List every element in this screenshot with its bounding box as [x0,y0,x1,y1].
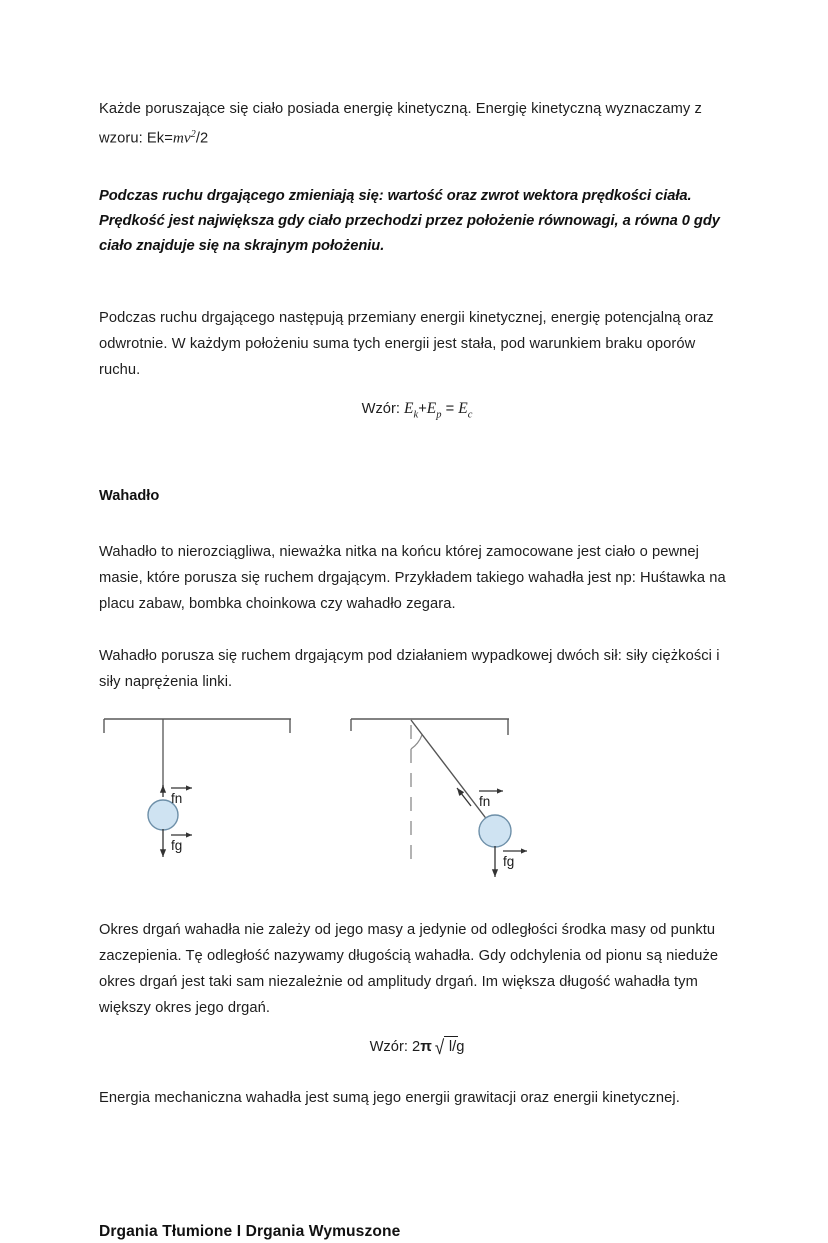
formula-period [99,1035,735,1059]
formula-period-radicand: l/g [448,1038,465,1055]
spacer [99,507,735,539]
intro-line-2-prefix: wzoru: Ek= [99,130,173,147]
formula-term-ep: E [426,399,437,417]
label-fn-left-text: fn [171,790,183,806]
paragraph-pendulum-forces: Wahadło porusza się ruchem drgającym pod działaniem wypadkowej dwóch sił: siły ciężkości i siły naprężenia linki. [99,647,720,690]
spacer [99,1111,735,1143]
spacer [99,1059,735,1085]
pendulum-string-right [411,720,491,821]
label-fn-right-text: fn [479,793,491,809]
label-fg-right-text: fg [503,853,515,869]
formula-energy-conservation [99,397,735,427]
pendulum-left-group [104,719,291,857]
label-fn-left [171,788,192,806]
radical-group [432,1035,445,1059]
formula-period-coefficient: 2 [412,1038,421,1055]
label-fg-right [503,851,527,869]
paragraph-period: Okres drgań wahadła nie zależy od jego masy a jedynie od odległości środka masy od punktu zaczepienia. Tę odległość nazywamy długością wahadła. Gdy odchylenia od pionu są nieduże okres drgań jest taki sam niezależnie od amplitudy drgań. Im większa długość wahadła tym większy okres jego drgań. [99,921,719,1016]
paragraph-mechanical-energy: Energia mechaniczna wahadła jest sumą jego energii grawitacji oraz energii kinetycznej. [99,1089,680,1106]
heading-wahadlo: Wahadło [99,487,160,504]
label-fn-right [479,791,503,809]
formula-period-pi: π [420,1037,432,1055]
label-fg-left [171,835,192,853]
spacer [99,259,735,291]
label-fg-left-text: fg [171,837,183,853]
paragraph-emphasis: Podczas ruchu drgającego zmieniają się: wartość oraz zwrot wektora prędkości ciała. Prędkość jest największa gdy ciało przechodzi przez położenie równowagi, a równa 0 gdy ciało znajduje się na skrajnym położeniu. [99,187,720,254]
formula-operator-equals: = [445,400,455,417]
spacer [99,291,735,305]
spacer [99,1143,735,1175]
pendulum-diagram-svg [99,711,735,891]
formula-sub-c: c [467,408,473,420]
spacer [99,1175,735,1207]
page-content [99,96,735,1243]
formula-label: Wzór: [361,400,400,417]
spacer [99,891,735,917]
paragraph-pendulum-definition: Wahadło to nierozciągliwa, nieważka nitka na końcu której zamocowane jest ciało o pewnej masie, które porusza się ruchem drgającym. Przykładem takiego wahadła jest np: Huśtawka na placu zabaw, bombka choinkowa czy wahadło zegara. [99,543,726,612]
angle-arc [411,735,422,749]
formula-sub-p: p [436,408,442,420]
pendulum-right-group [351,719,527,877]
spacer [99,1021,735,1035]
spacer [99,152,735,184]
formula-operator-plus: + [418,400,427,417]
spacer [99,459,735,485]
paragraph-intro [99,96,735,152]
spacer [99,383,735,397]
radical-icon: √ [434,1036,444,1059]
intro-formula-suffix: /2 [195,130,209,147]
pendulum-bob-right [479,815,511,847]
radical-bar [444,1036,458,1037]
support-bracket-left [104,719,291,733]
formula-term-ec: E [458,399,468,417]
formula-term-ek: E [404,399,414,417]
support-bracket-right [351,719,509,735]
spacer [99,617,735,643]
intro-formula-exponent: 2 [190,129,196,140]
intro-line-1: Każde poruszające się ciało posiada energię kinetyczną. Energię kinetyczną wyznaczamy z [99,101,702,117]
heading-damped-forced: Drgania Tłumione I Drgania Wymuszone [99,1222,401,1240]
intro-formula-base: mv [172,129,191,147]
pendulum-diagram [99,711,735,891]
paragraph-energy-transform: Podczas ruchu drgającego następują przemiany energii kinetycznej, energię potencjalną oraz odwrotnie. W każdym położeniu suma tych energii jest stała, pod warunkiem braku oporów ruchu. [99,309,714,378]
formula-period-label: Wzór: [369,1038,408,1055]
formula-sub-k: k [413,408,419,420]
spacer [99,427,735,459]
spacer [99,1207,735,1221]
